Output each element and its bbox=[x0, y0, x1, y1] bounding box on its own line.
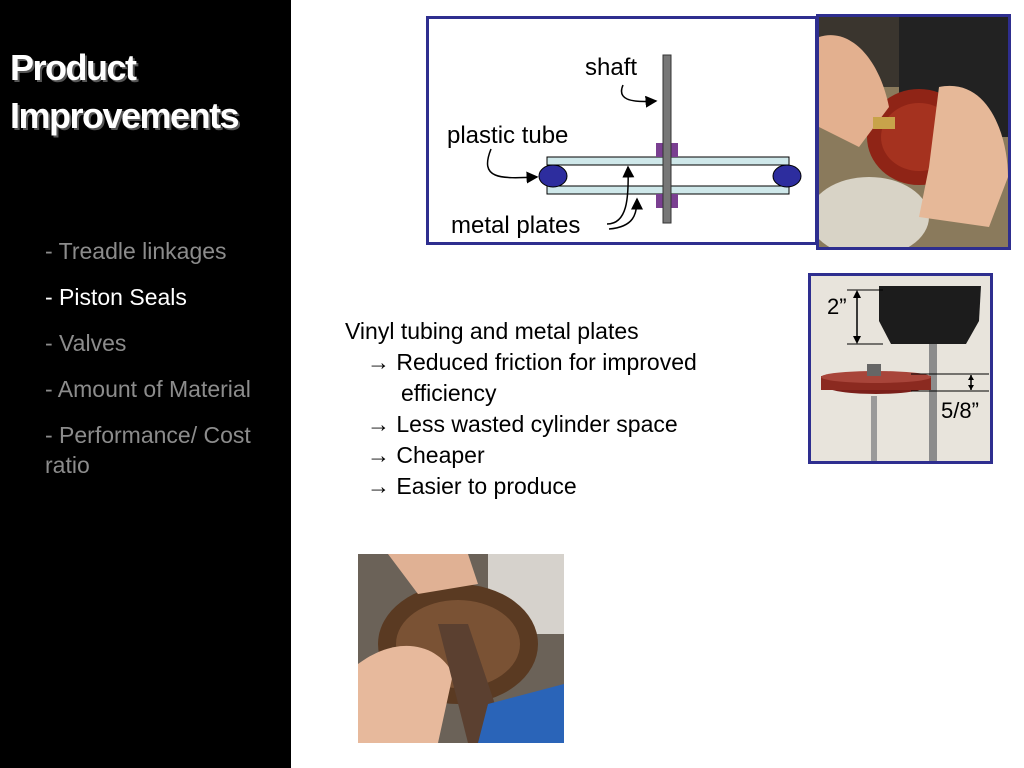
shaft bbox=[663, 55, 671, 223]
title-line-2: Improvements bbox=[10, 95, 239, 136]
label-metal-plates: metal plates bbox=[451, 212, 581, 239]
label-shaft: shaft bbox=[585, 54, 638, 81]
piston-diagram-svg bbox=[429, 19, 815, 242]
measure-height-label: 2” bbox=[827, 294, 847, 319]
label-plastic-tube: plastic tube bbox=[447, 122, 569, 149]
arrow-icon: → bbox=[367, 442, 390, 468]
topic-item-valves: - Valves bbox=[45, 330, 127, 356]
arrow-icon: → bbox=[367, 349, 390, 375]
shaft-arrow bbox=[621, 85, 656, 101]
photo-seal-measurement bbox=[808, 273, 993, 464]
arrow-icon: → bbox=[367, 411, 390, 437]
arrow-icon: → bbox=[367, 473, 390, 499]
feature-text: efficiency bbox=[401, 380, 497, 406]
piston-diagram bbox=[426, 16, 818, 245]
tube-arrow bbox=[488, 149, 537, 178]
feature-text: Reduced friction for improved bbox=[396, 349, 697, 375]
feature-item bbox=[345, 440, 697, 471]
topic-item-performance-cost: - Performance/ Cost ratio bbox=[45, 422, 251, 478]
sidebar bbox=[0, 0, 291, 768]
feature-item-continuation bbox=[345, 378, 697, 409]
feature-text: Less wasted cylinder space bbox=[396, 411, 678, 437]
topic-item-amount-of-material: - Amount of Material bbox=[45, 376, 251, 402]
measure-thickness-label: 5/8” bbox=[941, 398, 979, 423]
topic-item-treadle-linkages: - Treadle linkages bbox=[45, 238, 227, 264]
feature-item bbox=[345, 471, 697, 502]
o-ring-left bbox=[539, 165, 567, 187]
topic-item-piston-seals: - Piston Seals bbox=[45, 284, 187, 310]
feature-list-heading: Vinyl tubing and metal plates bbox=[345, 318, 639, 344]
plates-arrow-1 bbox=[607, 167, 628, 224]
feature-list bbox=[345, 316, 697, 502]
o-ring-right bbox=[773, 165, 801, 187]
title-line-1: Product bbox=[10, 47, 136, 88]
feature-item bbox=[345, 409, 697, 440]
photo-hands-red-seal bbox=[816, 14, 1011, 250]
topic-list bbox=[45, 236, 285, 496]
photo-piston-assembly bbox=[358, 554, 564, 743]
feature-text: Easier to produce bbox=[396, 473, 577, 499]
feature-text: Cheaper bbox=[396, 442, 485, 468]
slide-title bbox=[10, 44, 238, 140]
feature-item bbox=[345, 347, 697, 378]
